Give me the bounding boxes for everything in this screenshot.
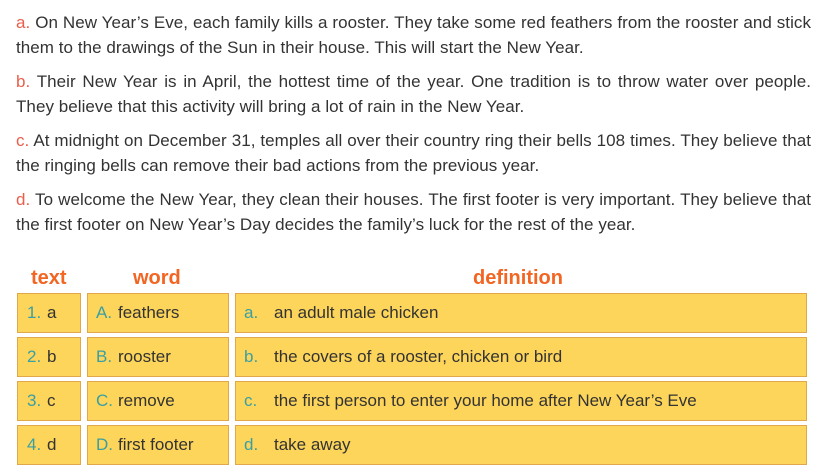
column-header-word: word <box>133 267 181 289</box>
definition-value: an adult male chicken <box>274 303 439 322</box>
definition-value: the covers of a rooster, chicken or bird <box>274 347 563 366</box>
word-value: first footer <box>118 435 194 454</box>
paragraph-text: To welcome the New Year, they clean their houses. The first footer is very important. They believe that the first footer on New Year’s Day decides the family’s luck for the rest of the year. <box>16 190 811 234</box>
word-value: rooster <box>118 347 171 366</box>
text-cell <box>17 381 81 421</box>
definition-letter: a. <box>244 303 259 322</box>
word-value: remove <box>118 391 175 410</box>
word-cell <box>87 337 229 377</box>
paragraph-letter: a. <box>16 13 31 32</box>
paragraph-letter: b. <box>16 72 31 91</box>
definition-letter: d. <box>244 435 259 454</box>
word-cell <box>87 425 229 465</box>
text-number: 2. <box>27 347 42 366</box>
text-value: a <box>47 303 57 322</box>
column-header-text: text <box>31 267 67 289</box>
text-number: 4. <box>27 435 42 454</box>
reading-passages <box>16 10 811 246</box>
paragraph-text: Their New Year is in April, the hottest time of the year. One tradition is to throw water over people. They believe that this activity will bring a lot of rain in the New Year. <box>16 72 812 116</box>
word-letter: B. <box>96 347 113 366</box>
definition-cell <box>235 381 807 421</box>
definition-letter: b. <box>244 347 259 366</box>
word-cell <box>87 381 229 421</box>
text-value: d <box>47 435 57 454</box>
text-number: 3. <box>27 391 42 410</box>
definition-cell <box>235 425 807 465</box>
paragraph-d <box>16 187 811 237</box>
definition-letter: c. <box>244 391 258 410</box>
word-letter: A. <box>96 303 113 322</box>
word-letter: D. <box>96 435 113 454</box>
definition-cell <box>235 293 807 333</box>
matching-table-header <box>0 265 823 291</box>
paragraph-b <box>16 69 811 119</box>
text-cell <box>17 425 81 465</box>
definition-value: the first person to enter your home after New Year’s Eve <box>274 391 697 410</box>
text-value: b <box>47 347 57 366</box>
word-value: feathers <box>118 303 180 322</box>
word-cell <box>87 293 229 333</box>
paragraph-letter: c. <box>16 131 30 150</box>
paragraph-text: At midnight on December 31, temples all over their country ring their bells 108 times. They believe that the ringing bells can remove their bad actions from the previous year. <box>16 131 811 175</box>
text-cell <box>17 293 81 333</box>
word-letter: C. <box>96 391 113 410</box>
paragraph-letter: d. <box>16 190 31 209</box>
paragraph-c <box>16 128 811 178</box>
paragraph-text: On New Year’s Eve, each family kills a rooster. They take some red feathers from the rooster and stick them to the drawings of the Sun in their house. This will start the New Year. <box>16 13 811 57</box>
definition-value: take away <box>274 435 351 454</box>
column-header-definition: definition <box>473 267 563 289</box>
paragraph-a <box>16 10 811 60</box>
definition-cell <box>235 337 807 377</box>
text-number: 1. <box>27 303 42 322</box>
text-cell <box>17 337 81 377</box>
text-value: c <box>47 391 56 410</box>
